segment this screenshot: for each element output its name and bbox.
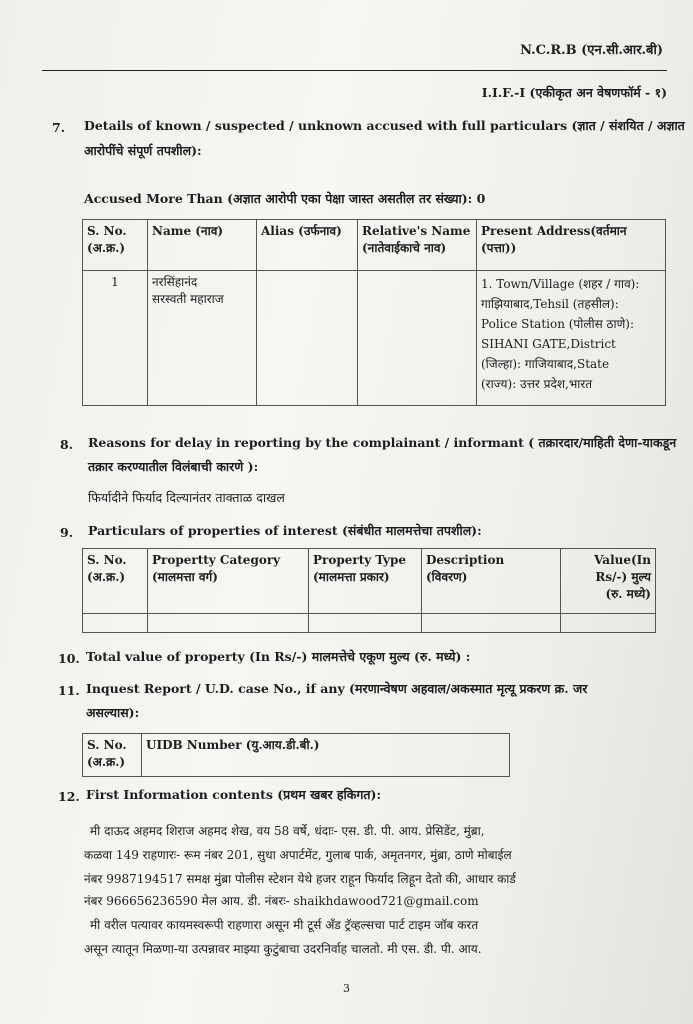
fir-line: मी वरील पत्यावर कायमस्वरूपी राहणारा असून मी टूर्स अँड ट्रॅव्हल्सचा पार्ट टाइम जॉब करत xyxy=(90,918,479,932)
header-cell: UIDB Number (यु.आय.डी.बी.) xyxy=(142,734,510,777)
accused-table xyxy=(82,219,666,406)
section-10-title: Total value of property (In Rs/-) मालमत्तेचे एकूण मुल्य (रु. मध्ये) : xyxy=(86,649,471,664)
table-row xyxy=(83,271,666,406)
empty-cell xyxy=(83,614,148,633)
section-8-title: Reasons for delay in reporting by the complainant / informant ( तक्रारदार/माहिती देणा-याकडून xyxy=(88,435,677,450)
property-table xyxy=(82,548,656,633)
header-cell: Propertty Category (मालमत्ता वर्ग) xyxy=(148,549,309,614)
section-8-number: 8. xyxy=(60,437,74,452)
section-11-title-cont: असल्यास): xyxy=(86,705,140,720)
header-cell: Description (विवरण) xyxy=(422,549,561,614)
form-id: I.I.F.-I (एकीकृत अन वेषणफॉर्म - १) xyxy=(481,85,667,100)
uidb-table xyxy=(82,733,510,777)
header-cell: Name (नाव) xyxy=(148,220,257,271)
empty-cell xyxy=(561,614,656,633)
section-7-title: Details of known / suspected / unknown accused with full particulars (ज्ञात / संशयित / अज्ञात xyxy=(84,118,685,133)
table-header-row xyxy=(83,734,510,777)
header-cell: Alias (उर्फनाव) xyxy=(257,220,358,271)
cell-alias xyxy=(257,271,358,406)
table-header-row xyxy=(83,549,656,614)
table-row xyxy=(83,614,656,633)
table-header-row xyxy=(83,220,666,271)
fir-line: कळवा 149 राहणारः- रूम नंबर 201, सुधा अपार्टमेंट, गुलाब पार्क, अमृतनगर, मुंब्रा, ठाणे मोबाईल xyxy=(84,848,512,862)
header-cell: S. No. (अ.क्र.) xyxy=(83,220,148,271)
header-cell: S. No. (अ.क्र.) xyxy=(83,734,142,777)
empty-cell xyxy=(309,614,422,633)
cell-name: नरसिंहानंद सरस्वती महाराज xyxy=(148,271,257,406)
header-cell: Relative's Name (नातेवाईकाचे नाव) xyxy=(358,220,477,271)
empty-cell xyxy=(148,614,309,633)
section-12-title: First Information contents (प्रथम खबर हकिगत): xyxy=(86,787,382,802)
fir-line: नंबर 966656236590 मेल आय. डी. नंबरः- shaikhdawood721@gmail.com xyxy=(84,894,479,908)
empty-cell xyxy=(422,614,561,633)
fir-line: असून त्यातून मिळणा-या उत्पन्नावर माझ्या कुटुंबाचा उदरनिर्वाह चालतो. मी एस. डी. पी. आय. xyxy=(84,942,482,956)
fir-line: नंबर 9987194517 समक्ष मुंब्रा पोलीस स्टेशन येथे हजर राहून फिर्याद लिहून देतो की, आधार कार्ड xyxy=(84,872,516,886)
fir-line: मी दाऊद अहमद शिराज अहमद शेख, वय 58 वर्षे, धंदाः- एस. डी. पी. आय. प्रेसिडेंट, मुंब्रा, xyxy=(90,824,485,838)
ncrb-header: N.C.R.B (एन.सी.आर.बी) xyxy=(520,43,663,58)
cell-relative xyxy=(358,271,477,406)
section-11-number: 11. xyxy=(58,683,80,698)
cell-address: 1. Town/Village (शहर / गाव): गाझियाबाद,Tehsil (तहसील): Police Station (पोलीस ठाणे): SIHANI GATE,District (जिल्हा): गाजियाबाद,State (राज्य): उत्तर प्रदेश,भारत xyxy=(477,271,666,406)
header-cell: Present Address(वर्तमान (पत्ता)) xyxy=(477,220,666,271)
section-7-title-cont: आरोपींचे संपूर्ण तपशील): xyxy=(84,143,202,158)
page-number: 3 xyxy=(343,982,350,995)
accused-more-than: Accused More Than (अज्ञात आरोपी एका पेक्षा जास्त असतील तर संख्या): 0 xyxy=(84,191,486,206)
section-8-title-cont: तक्रार करण्यातील विलंबाची कारणे ): xyxy=(88,459,259,474)
header-cell: S. No. (अ.क्र.) xyxy=(83,549,148,614)
section-9-number: 9. xyxy=(60,525,74,540)
section-7-number: 7. xyxy=(52,120,66,135)
section-11-title: Inquest Report / U.D. case No., if any (मरणान्वेषण अहवाल/अकस्मात मृत्यू प्रकरण क्र. जर xyxy=(86,681,588,696)
section-12-number: 12. xyxy=(58,789,80,804)
section-8-answer: फिर्यादीने फिर्याद दिल्यानंतर ताक्ताळ दाखल xyxy=(88,490,285,505)
section-9-title: Particulars of properties of interest (संबंधीत मालमत्तेचा तपशील): xyxy=(88,523,482,538)
header-cell: Value(In Rs/-) मुल्य (रु. मध्ये) xyxy=(561,549,656,614)
section-10-number: 10. xyxy=(58,651,80,666)
cell-sno: 1 xyxy=(83,271,148,406)
header-cell: Property Type (मालमत्ता प्रकार) xyxy=(309,549,422,614)
header-rule xyxy=(42,70,667,71)
